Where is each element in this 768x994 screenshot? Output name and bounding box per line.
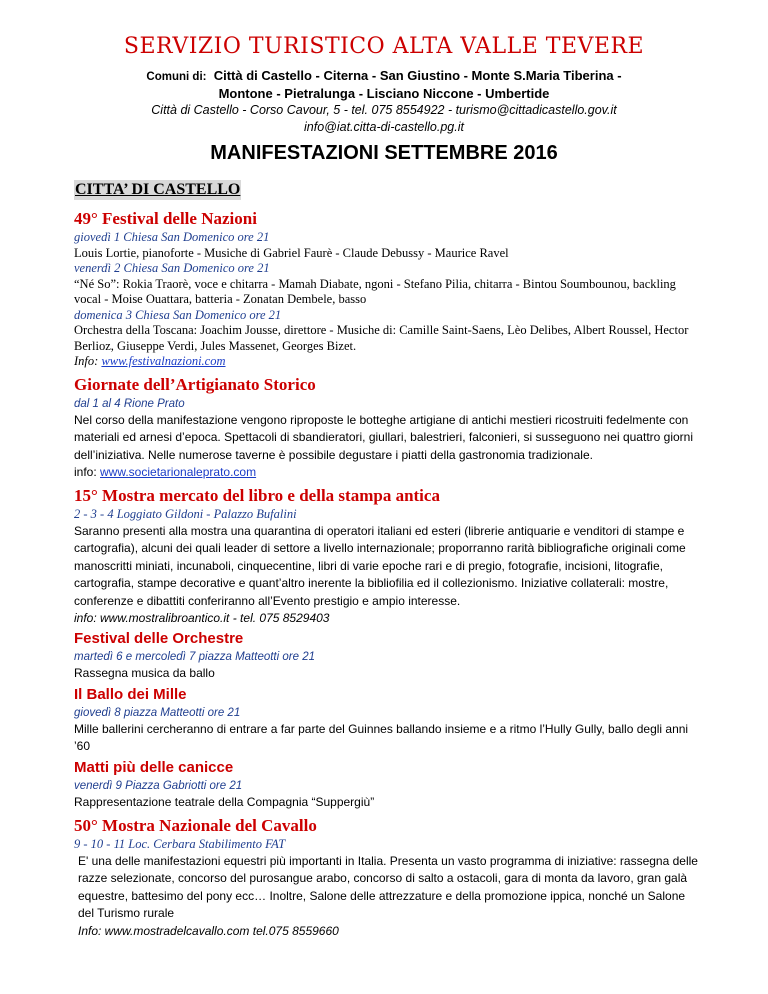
comuni-label: Comuni di: bbox=[146, 71, 207, 83]
event-date: giovedì 8 piazza Matteotti ore 21 bbox=[74, 706, 241, 719]
header-address: Città di Castello - Corso Cavour, 5 - tel. 075 8554922 - turismo@cittadicastello.gov.it bbox=[151, 103, 617, 117]
comuni-list-1: Città di Castello - Citerna - San Giustino - Monte S.Maria Tiberina - bbox=[213, 68, 622, 83]
event-title: 15° Mostra mercato del libro e della stampa antica bbox=[74, 486, 440, 505]
event-date: 9 - 10 - 11 Loc. Cerbara Stabilimento FAT bbox=[74, 837, 286, 851]
event-date: giovedì 1 Chiesa San Domenico ore 21 bbox=[74, 230, 270, 244]
event-date: domenica 3 Chiesa San Domenico ore 21 bbox=[74, 307, 282, 322]
page-title: MANIFESTAZIONI SETTEMBRE 2016 bbox=[210, 142, 558, 164]
event-text: Rassegna musica da ballo bbox=[74, 666, 215, 680]
event-title: 49° Festival delle Nazioni bbox=[74, 209, 257, 228]
event-date: venerdì 9 Piazza Gabriotti ore 21 bbox=[74, 779, 243, 792]
event-ballo-mille bbox=[74, 685, 704, 756]
event-info bbox=[74, 464, 704, 481]
event-info: Info: www.mostradelcavallo.com tel.075 8559660 bbox=[78, 923, 339, 938]
event-cavallo bbox=[74, 815, 704, 940]
event-title: 50° Mostra Nazionale del Cavallo bbox=[74, 816, 317, 835]
event-mostra-libro bbox=[74, 485, 704, 627]
event-text: Rappresentazione teatrale della Compagnia “Suppergiù” bbox=[74, 794, 375, 809]
event-text: Louis Lortie, pianoforte - Musiche di Gabriel Faurè - Claude Debussy - Maurice Ravel bbox=[74, 245, 509, 260]
info-label: info: bbox=[74, 465, 101, 479]
event-date: dal 1 al 4 Rione Prato bbox=[74, 397, 185, 410]
event-artigianato bbox=[74, 374, 704, 482]
event-info bbox=[74, 354, 704, 370]
info-label: Info: bbox=[74, 354, 102, 368]
artigianato-link[interactable]: www.societarionaleprato.com bbox=[100, 465, 257, 479]
event-title: Il Ballo dei Mille bbox=[74, 685, 187, 703]
event-text: Saranno presenti alla mostra una quarantina di operatori italiani ed esteri (librerie antiquarie e venditori di stampe e cartografia), alcuni dei quali leader di settore a livello internazionale; proporranno rarità bibliografiche originali come manoscritti miniati, incunaboli, cinquecentine, libri di varie epoche rari e di pregio, fotografie, incisioni, litografie, cartografia, stampe decorative e quant’altro inerente la bibliofilia ed il collezionismo. Iniziative collaterali: mostre, conferenze e dibattiti conferiranno all’Evento prestigio e ampio interesse. bbox=[74, 523, 686, 608]
event-title: Giornate dell’Artigianato Storico bbox=[74, 374, 316, 394]
header-comuni-line1 bbox=[0, 67, 768, 86]
event-festival-nazioni bbox=[74, 208, 704, 370]
header-comuni-line2: Montone - Pietralunga - Lisciano Niccone - Umbertide bbox=[218, 86, 550, 101]
event-text: Mille ballerini cercheranno di entrare a far parte del Guinnes ballando insieme e a ritmo l’Hully Gully, ballo degli anni ’60 bbox=[74, 721, 689, 753]
event-date: 2 - 3 - 4 Loggiato Gildoni - Palazzo Bufalini bbox=[74, 507, 297, 521]
header-email: info@iat.citta-di-castello.pg.it bbox=[304, 120, 464, 134]
event-text: E' una delle manifestazioni equestri più importanti in Italia. Presenta un vasto programma di iniziative: rassegna delle razze selezionate, concorso del purosangue arabo, concorso di salto a ostacoli, gara di monta da lavoro, gran galà equestre, battesimo del pony ecc… Inoltre, Salone delle attrezzature e della promozione ippica, nonché un Salone del Turismo rurale bbox=[78, 853, 698, 920]
event-text: Nel corso della manifestazione vengono riproposte le botteghe artigiane di antichi mestieri ricostruiti fedelmente con materiali ed arnesi d’epoca. Spettacoli di sbandieratori, giullari, balestrieri, falconieri, si susseguono nei quattro giorni dell’iniziativa. Nelle numerose taverne è possibile degustare i piatti della gastronomia tradizionale. bbox=[74, 412, 694, 462]
event-orchestre bbox=[74, 629, 704, 683]
event-text: Orchestra della Toscana: Joachim Jousse, direttore - Musiche di: Camille Saint-Saens, Lèo Delibes, Albert Roussel, Hector Berlioz, Giuseppe Verdi, Jules Massenet, Georges Bizet. bbox=[74, 323, 689, 353]
event-text: “Né So”: Rokia Traorè, voce e chitarra - Mamah Diabate, ngoni - Stefano Pilia, chitarra - Bintou Soumbounou, backling vocal - Moise Ouattara, batteria - Zonatan Dembele, basso bbox=[74, 276, 676, 306]
event-title: Festival delle Orchestre bbox=[74, 630, 244, 647]
header-title: SERVIZIO TURISTICO ALTA VALLE TEVERE bbox=[123, 34, 645, 59]
event-title: Matti più delle canicce bbox=[74, 758, 234, 776]
festival-link[interactable]: www.festivalnazioni.com bbox=[101, 354, 226, 368]
event-date: martedì 6 e mercoledì 7 piazza Matteotti ore 21 bbox=[74, 651, 315, 663]
section-heading: CITTA’ DI CASTELLO bbox=[75, 181, 241, 198]
event-date: venerdì 2 Chiesa San Domenico ore 21 bbox=[74, 261, 270, 275]
events-list bbox=[74, 204, 704, 940]
event-matti bbox=[74, 758, 704, 812]
event-info: info: www.mostralibroantico.it - tel. 075 8529403 bbox=[74, 611, 330, 625]
